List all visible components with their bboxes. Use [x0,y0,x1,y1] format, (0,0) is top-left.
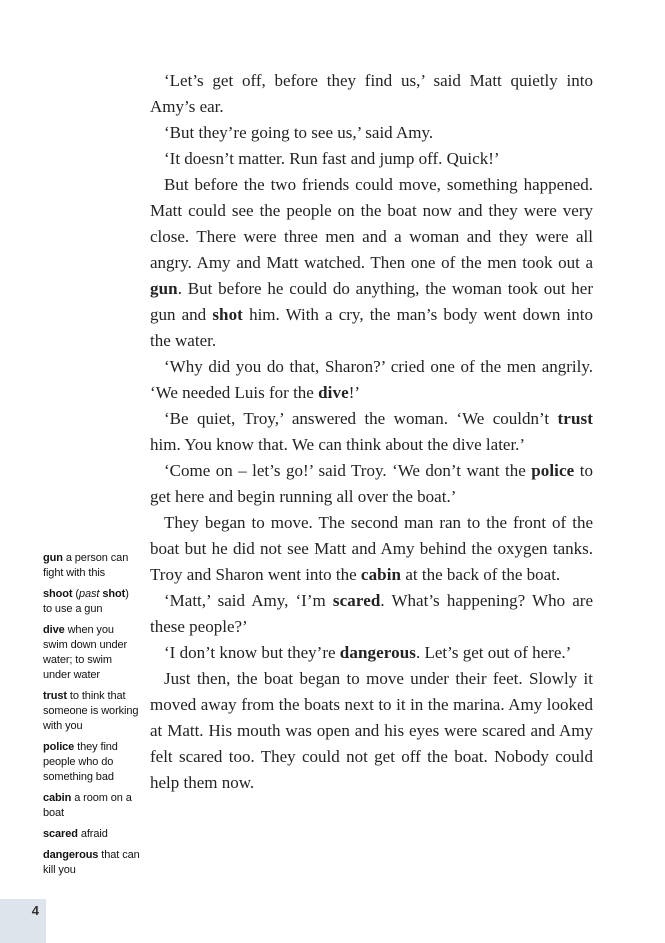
text-run: that can kill you [43,849,140,876]
text-run: But before the two friends could move, something happened. Matt could see the people on the boat now and they were very close. There were three men and a woman and they were all angry. Amy and Matt watched. Then one of the men took out a [150,175,593,272]
text-run: him. With a cry, the man’s body went down into the water. [150,305,593,350]
story-text [150,68,593,796]
glossary-headword: cabin [43,792,72,804]
glossary-headword: police [43,741,75,753]
text-run: . Let’s get out of here.’ [415,643,572,662]
glossary-headword: shot [102,588,126,600]
story-paragraph [150,640,593,666]
page-number-tab [0,899,46,943]
glossary-headword: gun [43,552,63,564]
vocab-word: police [531,461,575,480]
text-run: !’ [348,383,361,402]
story-paragraph [150,666,593,796]
glossary-entry [43,689,140,734]
text-run: ‘Let’s get off, before they find us,’ said Matt quietly into Amy’s ear. [150,71,593,116]
story-paragraph [150,588,593,640]
text-run: ‘Be quiet, Troy,’ answered the woman. ‘We couldn’t [164,409,558,428]
vocab-word: dive [318,383,349,402]
text-run: a room on a boat [43,792,132,819]
text-run: ( [72,588,79,600]
story-paragraph [150,172,593,354]
text-run: when you swim down under water; to swim under water [43,624,128,681]
text-run: ‘Why did you do that, Sharon?’ cried one of the men angrily. ‘We needed Luis for the [150,357,593,402]
glossary-entry [43,623,140,683]
story-paragraph [150,146,593,172]
text-run: to think that someone is working with you [43,690,139,732]
page-number: 4 [31,903,39,918]
glossary-entry [43,551,140,581]
text-run: him. You know that. We can think about the dive later.’ [150,435,526,454]
glossary-sidebar [43,551,140,884]
vocab-word: gun [150,279,178,298]
text-run: They began to move. The second man ran to the front of the boat but he did not see Matt and Amy behind the oxygen tanks. Troy and Sharon went into the [150,513,593,584]
text-run: ‘Come on – let’s go!’ said Troy. ‘We don’t want the [164,461,532,480]
glossary-headword: shoot [43,588,73,600]
story-paragraph [150,120,593,146]
story-paragraph [150,354,593,406]
vocab-word: scared [332,591,381,610]
text-run: Just then, the boat began to move under their feet. Slowly it moved away from the boats next to it in the marina. Amy looked at Matt. His mouth was open and his eyes were scared and Amy felt scared too. They could not get off the boat. Nobody could help them now. [150,669,593,792]
glossary-entry [43,827,140,842]
story-paragraph [150,510,593,588]
glossary-headword: dive [43,624,65,636]
story-paragraph [150,458,593,510]
text-run: ‘It doesn’t matter. Run fast and jump off. Quick!’ [164,149,500,168]
text-run: a person can fight with this [43,552,129,579]
italic-run: past [78,588,100,600]
text-run: to get here and begin running all over the boat.’ [150,461,593,506]
glossary-entry [43,740,140,785]
vocab-word: shot [212,305,243,324]
text-run: afraid [77,828,108,840]
text-run: ‘I don’t know but they’re [164,643,340,662]
glossary-headword: trust [43,690,67,702]
story-paragraph [150,68,593,120]
glossary-headword: dangerous [43,849,99,861]
glossary-entry [43,791,140,821]
vocab-word: trust [557,409,593,428]
vocab-word: dangerous [339,643,416,662]
glossary-headword: scared [43,828,78,840]
text-run: they find people who do something bad [43,741,118,783]
text-run: . But before he could do anything, the woman took out her gun and [150,279,593,324]
text-run: ) to use a gun [43,588,129,615]
text-run: at the back of the boat. [401,565,561,584]
text-run: ‘Matt,’ said Amy, ‘I’m [164,591,333,610]
glossary-entry [43,587,140,617]
text-run: . What’s happening? Who are these people?’ [150,591,593,636]
glossary-entry [43,848,140,878]
story-paragraph [150,406,593,458]
vocab-word: cabin [360,565,402,584]
text-run: ‘But they’re going to see us,’ said Amy. [164,123,434,142]
